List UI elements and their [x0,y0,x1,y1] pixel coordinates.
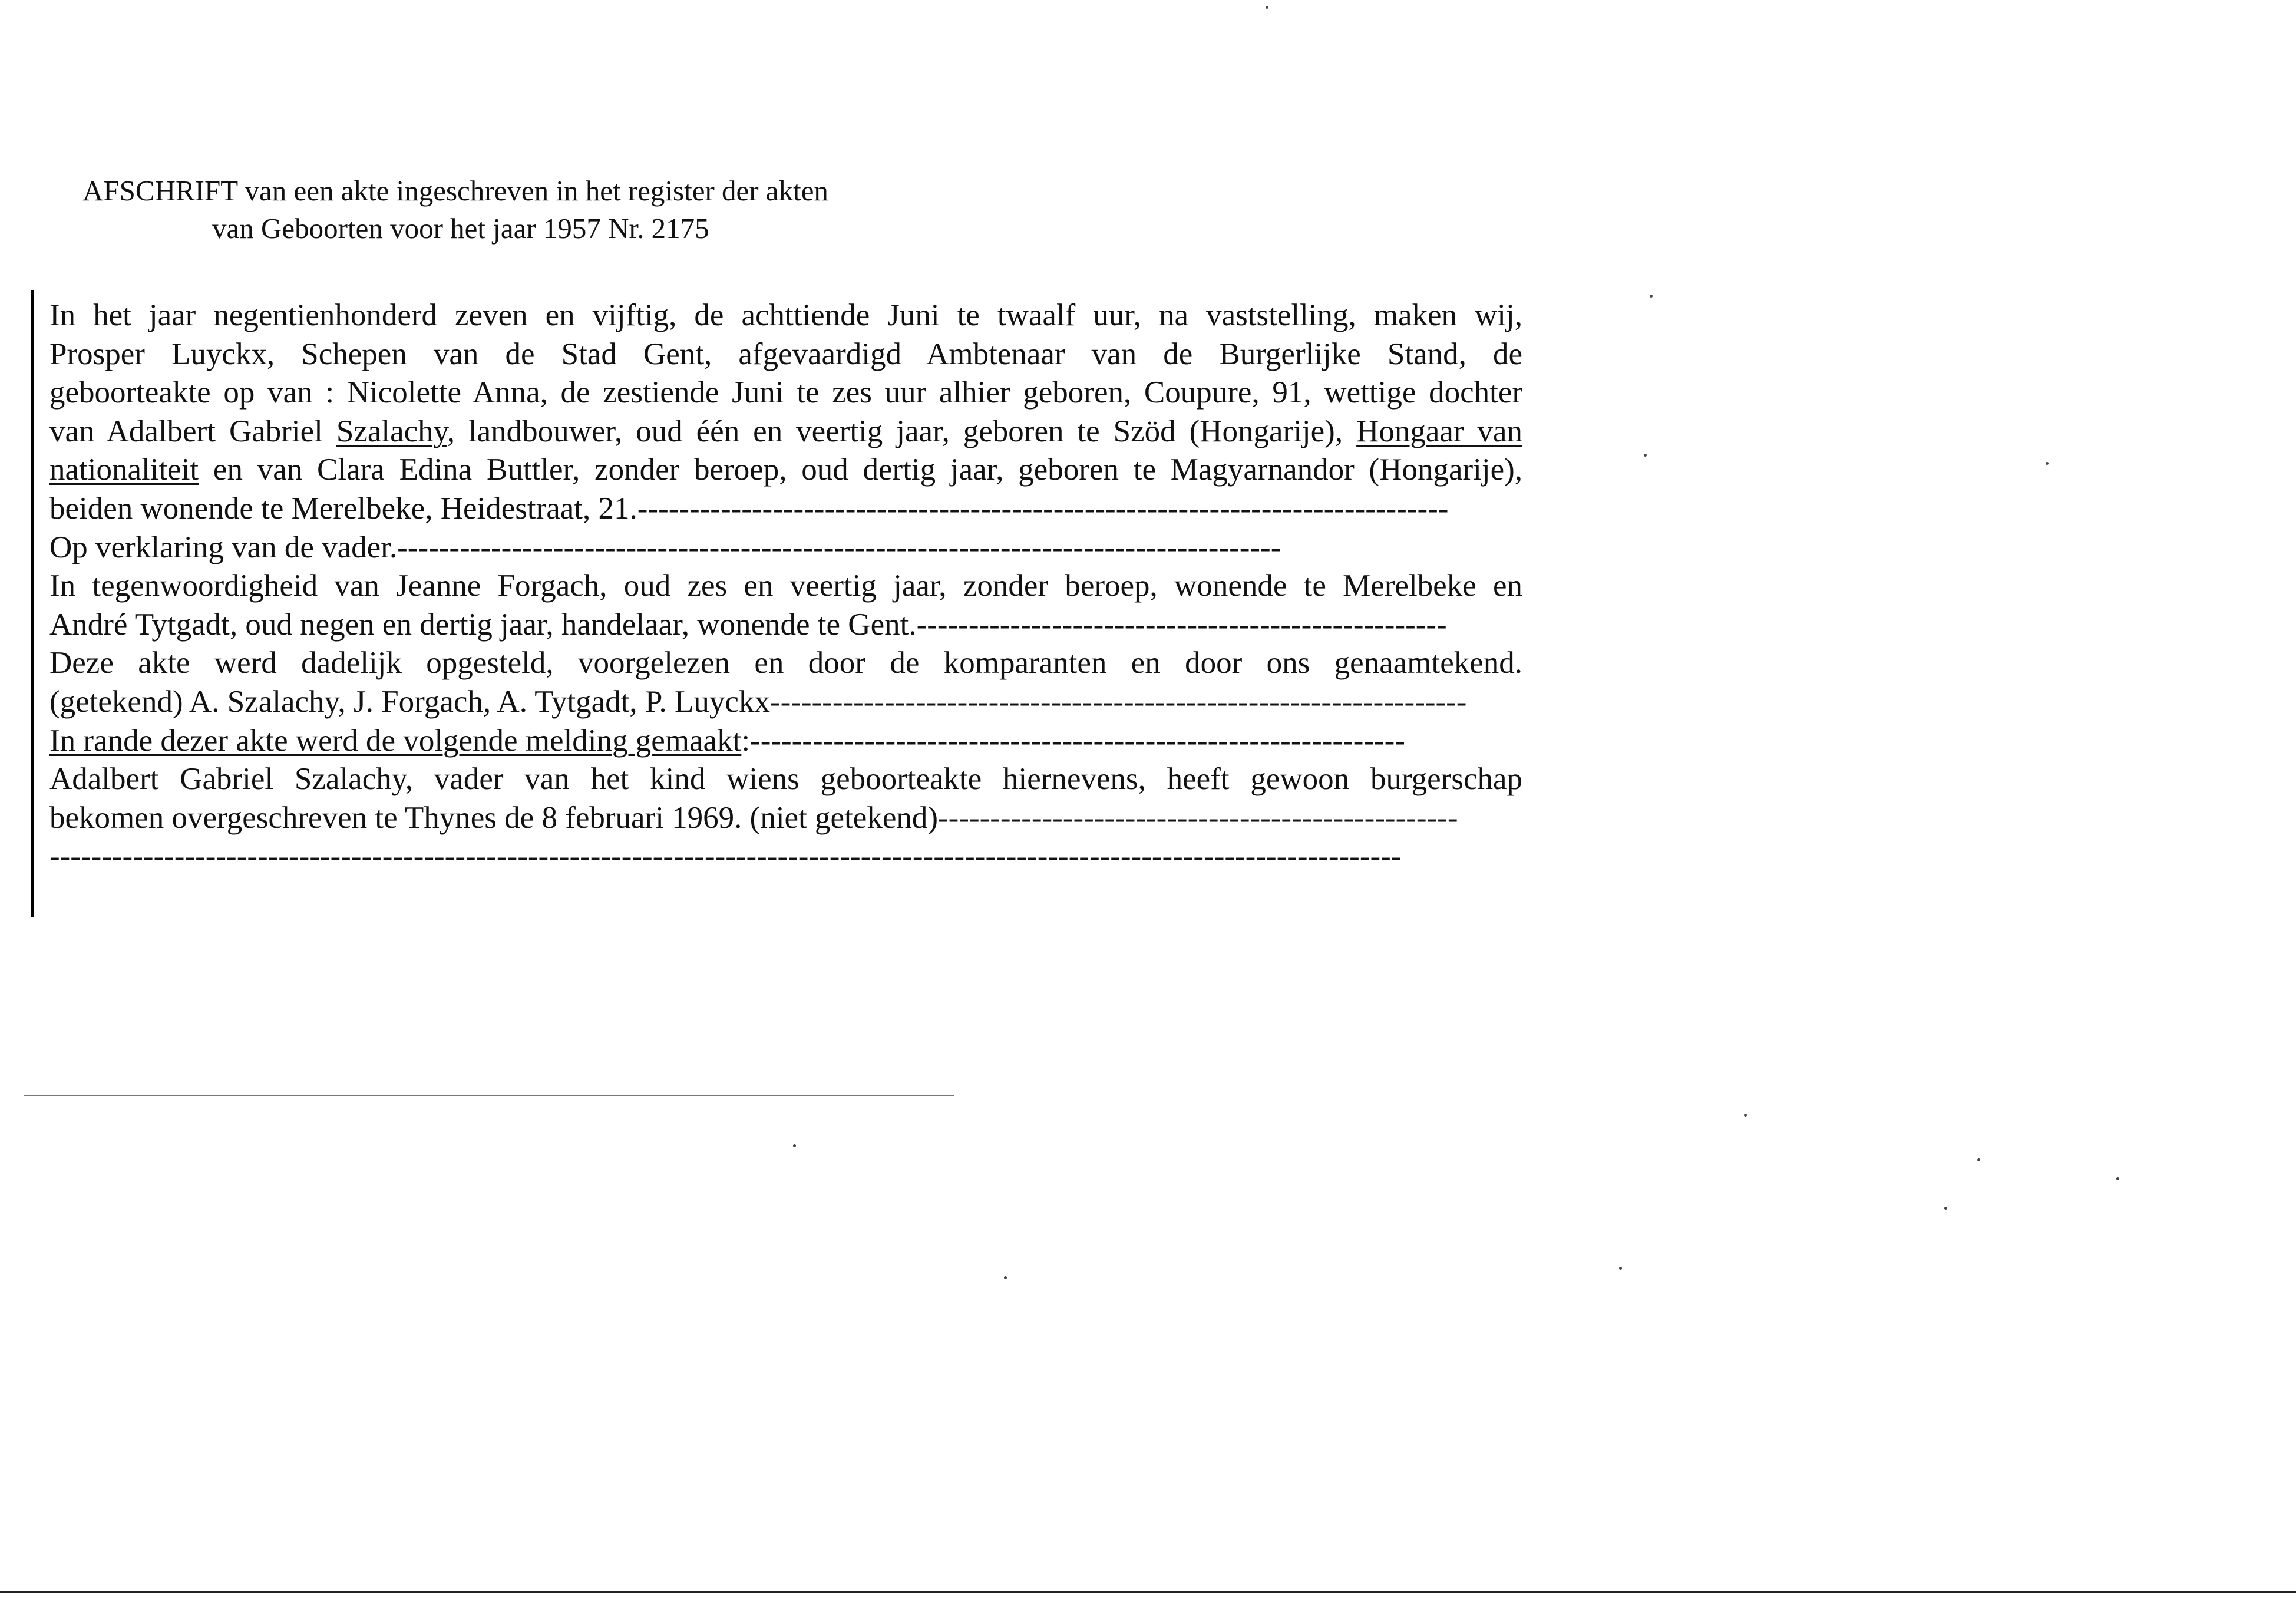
record-line: In het jaar negentienhonderd zeven en vijftig, de achttiende Juni te twaalf uur, na vaststelling, maken wij, [49,298,1522,332]
scan-speck [1004,1276,1007,1279]
record-line [49,529,1522,567]
scan-speck [1977,1158,1980,1161]
record-text-segment: André Tytgadt, oud negen en dertig jaar, handelaar, wonende te Gent. [49,607,917,642]
record-line [49,490,1522,529]
record-line [49,722,1522,761]
underlined-nationality-cont: nationaliteit [49,453,199,487]
dash-filler: --------------------------------------------------------------- [750,723,1405,758]
record-line: Prosper Luyckx, Schepen van de Stad Gent, afgevaardigd Ambtenaar van de Burgerlijke Stand, de [49,336,1522,371]
record-line: geboorteakte op van : Nicolette Anna, de zestiende Juni te zes uur alhier geboren, Coupure, 91, wettige dochter [49,375,1522,410]
record-line [49,606,1522,645]
dash-filler: ------------------------------------------------------------------------------------- [397,530,1281,564]
scan-speck [793,1144,796,1147]
record-line: In tegenwoordigheid van Jeanne Forgach, oud zes en veertig jaar, zonder beroep, wonende te Merelbeke en [49,569,1522,603]
record-text-segment: beiden wonende te Merelbeke, Heidestraat, 21. [49,491,637,526]
dash-filler: ---------------------------------------------------------------------------------------------------------------------------------- [49,839,1402,874]
dash-filler: --------------------------------------------------- [916,607,1447,642]
record-text-segment: , landbouwer, oud één en veertig jaar, geboren te Szöd (Hongarije), [447,414,1357,448]
record-line [49,451,1522,490]
record-text-segment: (getekend) A. Szalachy, J. Forgach, A. Tytgadt, P. Luyckx [49,684,770,719]
scan-speck [1944,1207,1947,1210]
scan-speck [2116,1177,2119,1180]
record-text-segment: en van Clara Edina Buttler, zonder beroep, oud dertig jaar, geboren te Magyarnandor (Hongarije), [199,453,1522,487]
document-heading [82,172,966,247]
scan-speck [1266,6,1268,9]
record-line: Deze akte werd dadelijk opgesteld, voorgelezen en door de komparanten en door ons genaamtekend. [49,646,1522,681]
dash-filler: -------------------------------------------------- [938,800,1458,835]
heading-line-2: van Geboorten voor het jaar 1957 Nr. 2175 [212,212,709,245]
underlined-heading: In rande dezer akte werd de volgende melding gemaakt [49,723,742,758]
record-text-segment: bekomen overgeschreven te Thynes de 8 februari 1969. (niet getekend) [49,800,938,835]
record-text [49,296,1522,876]
record-line [49,799,1522,838]
record-text-segment: Op verklaring van de vader. [49,530,398,564]
scan-speck [1650,295,1653,298]
scan-fold-line [24,1095,954,1096]
record-line [49,837,1522,876]
scan-speck [1744,1114,1747,1117]
scan-speck [1619,1267,1622,1270]
record-line: Adalbert Gabriel Szalachy, vader van het kind wiens geboorteakte hiernevens, heeft gewoon burgerschap [49,762,1522,797]
record-text-segment: van Adalbert Gabriel [49,414,336,448]
birth-record-block [31,290,1522,917]
dash-filler: ------------------------------------------------------------------- [769,684,1467,719]
scan-bottom-edge [0,1591,2296,1593]
scan-speck [1644,454,1647,457]
dash-filler: ------------------------------------------------------------------------------ [637,491,1449,526]
record-line [49,683,1522,722]
record-text-segment: : [741,723,751,758]
underlined-nationality: Hongaar van [1356,414,1522,448]
scan-speck [2046,462,2049,465]
record-line [49,412,1522,451]
heading-line-1: AFSCHRIFT van een akte ingeschreven in het register der akten [82,174,828,207]
underlined-surname: Szalachy [336,414,447,448]
